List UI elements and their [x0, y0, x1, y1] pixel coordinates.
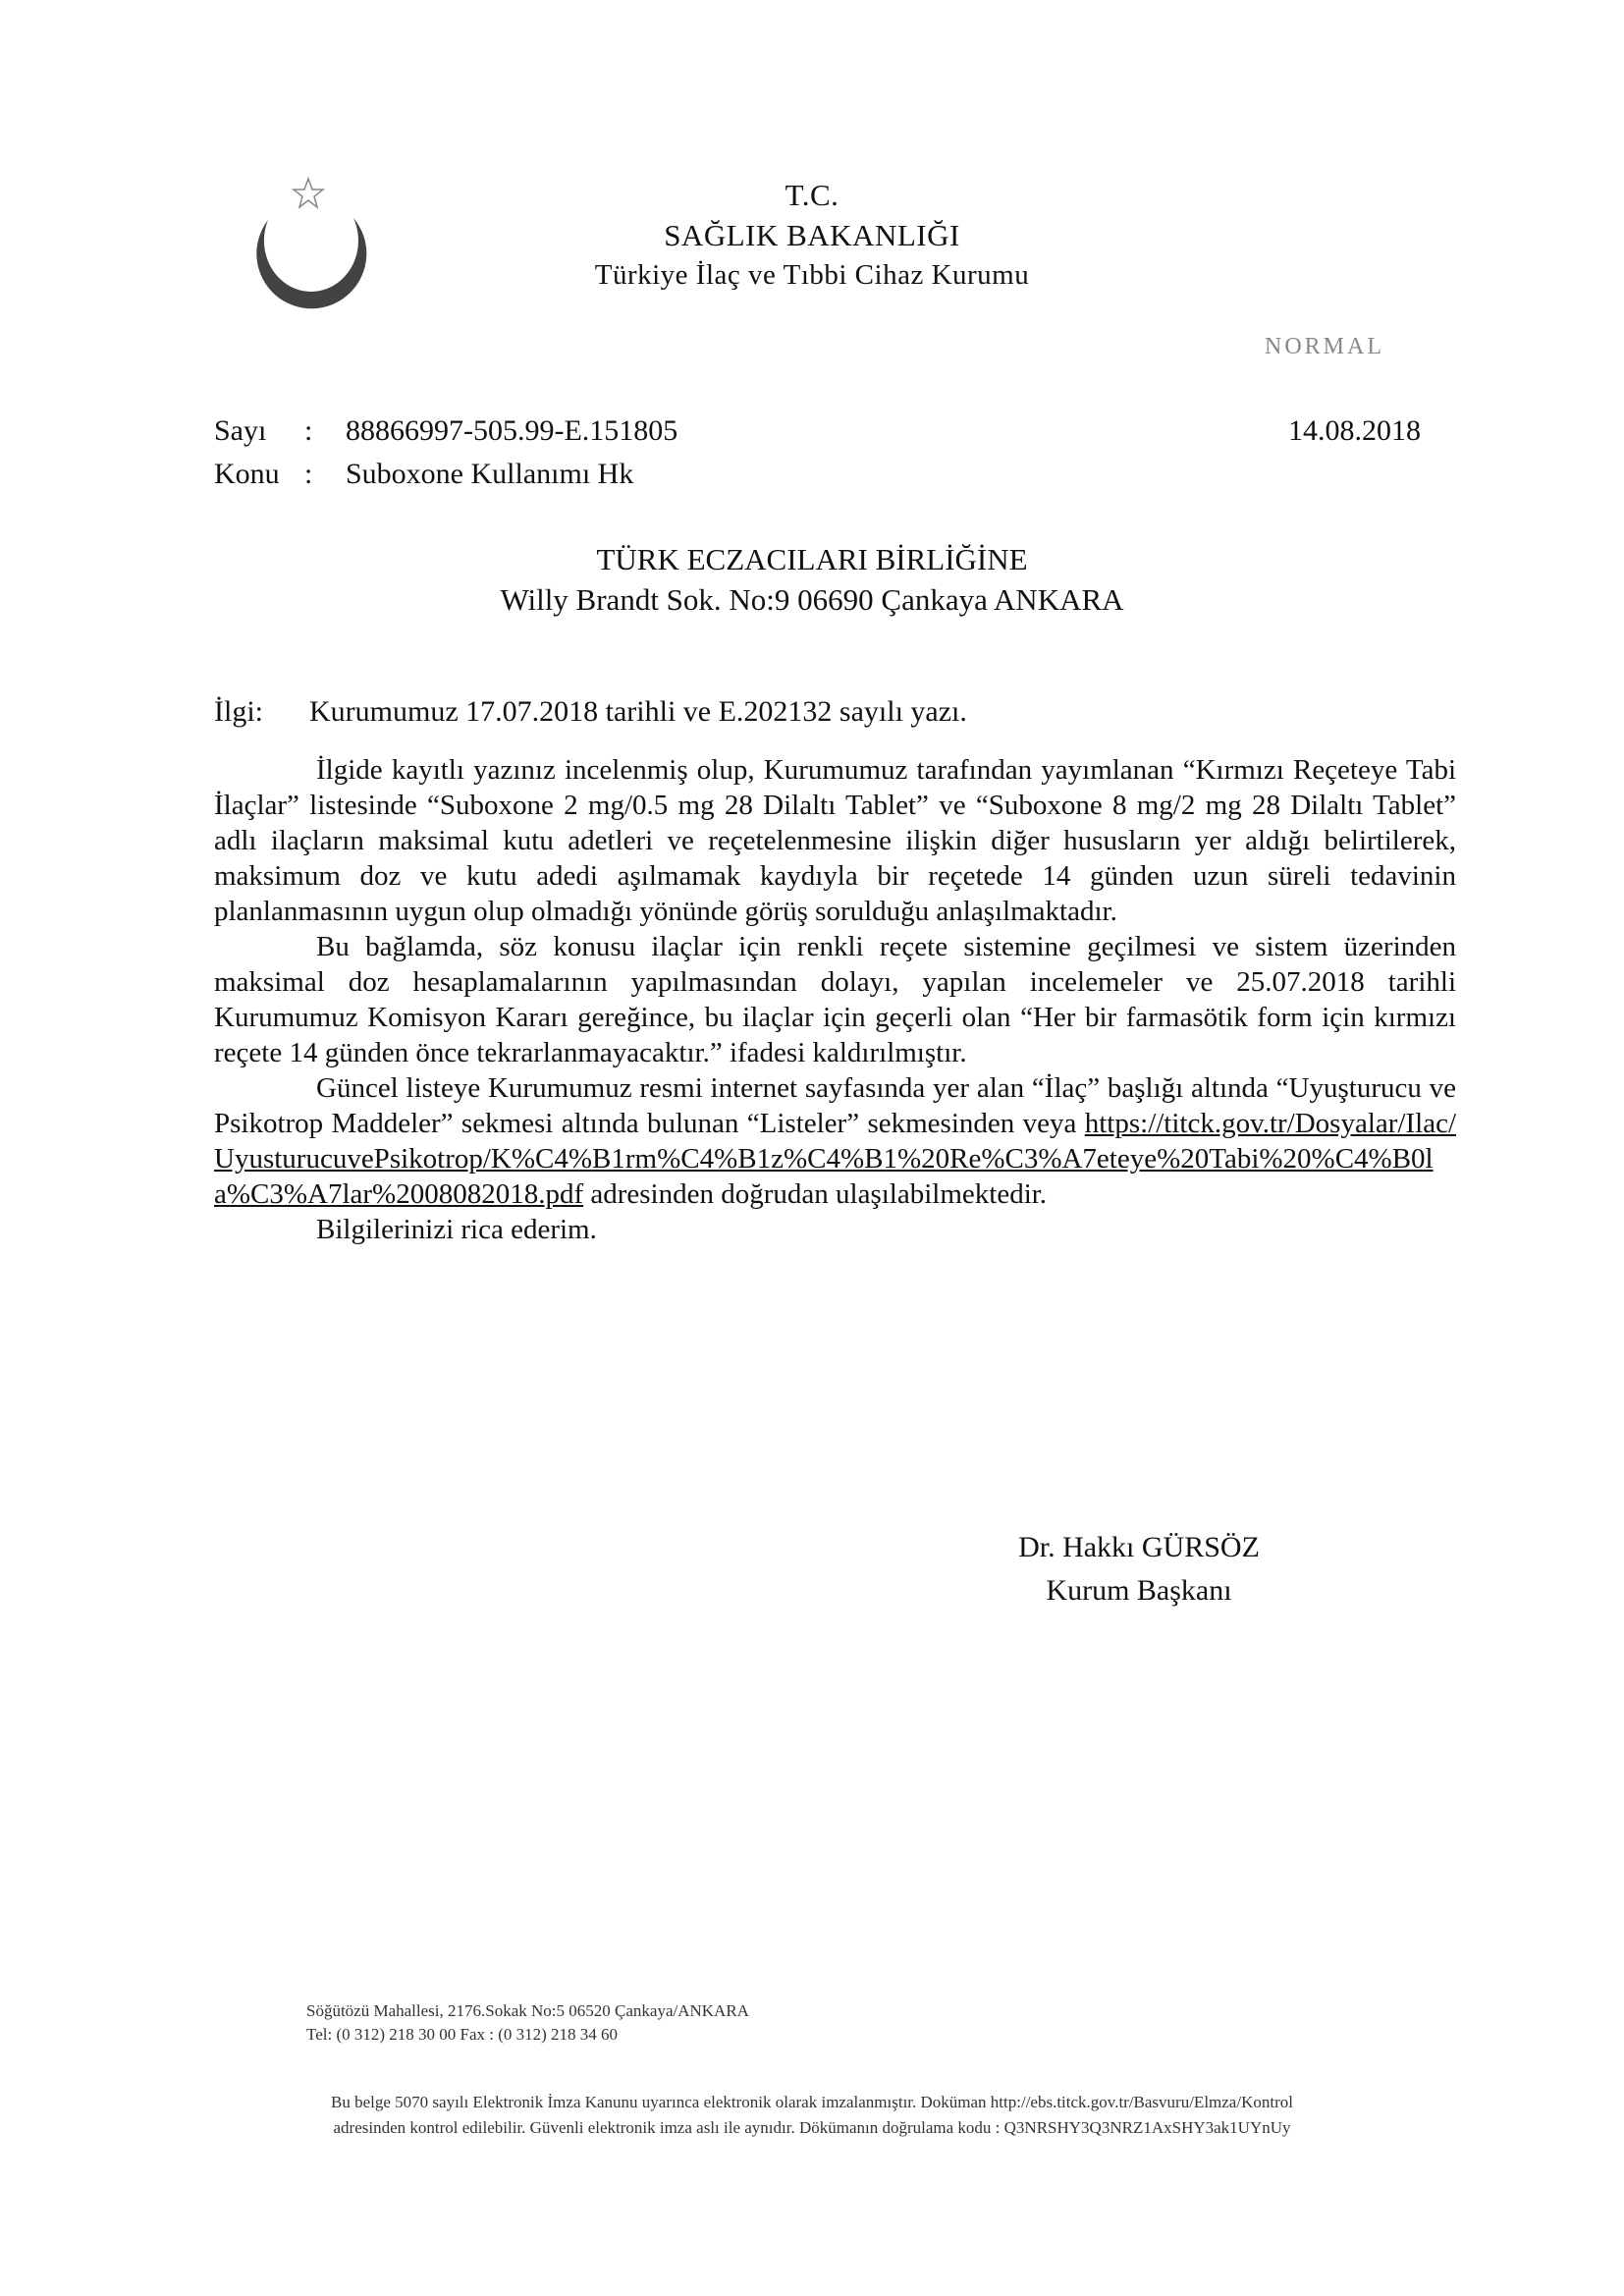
- konu-row: [214, 458, 633, 491]
- esignature-note-line-2: adresinden kontrol edilebilir. Güvenli elektronik imza aslı ile aynıdır. Dökümanın doğrulama kodu : Q3NRSHY3Q3NRZ1AxSHY3ak1UYnUy: [333, 2118, 1291, 2137]
- recipient-name: TÜRK ECZACILARI BİRLİĞİNE: [596, 542, 1028, 576]
- paragraph-3: [214, 1070, 1456, 1212]
- ilgi-label: İlgi:: [214, 695, 263, 728]
- paragraph-3-text: Güncel listeye Kurumumuz resmi internet sayfasında yer alan “İlaç” başlığı altında “Uyuşturucu ve Psikotrop Maddeler” sekmesi altında bulunan “Listeler” sekmesinden veya: [214, 1072, 1456, 1139]
- konu-label: Konu: [214, 458, 280, 490]
- footer-phone: Tel: (0 312) 218 30 00 Fax : (0 312) 218 34 60: [306, 2025, 619, 2044]
- recipient-block: [0, 539, 1624, 620]
- esignature-note: [0, 2090, 1624, 2141]
- header-ministry: SAĞLIK BAKANLIĞI: [664, 218, 960, 252]
- signature-block: [992, 1526, 1286, 1613]
- footer-contact: [306, 1999, 749, 2047]
- letterhead: [0, 175, 1624, 296]
- recipient-address: Willy Brandt Sok. No:9 06690 Çankaya ANKARA: [500, 582, 1124, 617]
- paragraph-4: Bilgilerinizi rica ederim.: [316, 1214, 597, 1245]
- paragraph-2: Bu bağlamda, söz konusu ilaçlar için renkli reçete sistemine geçilmesi ve sistem üzerinden maksimal doz hesaplamalarının yapılmasından dolayı, yapılan incelemeler ve 25.07.2018 tarihli Kurumumuz Komisyon Kararı gereğince, bu ilaçlar için geçerli olan “Her bir farmasötik form için kırmızı reçete 14 günden önce tekrarlanmayacaktır.” ifadesi kaldırılmıştır.: [214, 931, 1456, 1068]
- esignature-note-line-1: Bu belge 5070 sayılı Elektronik İmza Kanunu uyarınca elektronik olarak imzalanmıştır. Doküman http://ebs.titck.gov.tr/Basvuru/Elmza/Kontrol: [331, 2093, 1293, 2111]
- reference-row: [214, 695, 967, 729]
- paragraph-3-end: adresinden doğrudan ulaşılabilmektedir.: [590, 1178, 1048, 1210]
- header-country: T.C.: [785, 178, 839, 212]
- konu-colon: :: [304, 458, 313, 490]
- signatory-name: Dr. Hakkı GÜRSÖZ: [1018, 1531, 1260, 1563]
- konu-value: Suboxone Kullanımı Hk: [346, 458, 634, 490]
- sayi-value: 88866997-505.99-E.151805: [346, 414, 678, 447]
- list-pdf-link[interactable]: https://titck.gov.tr/Dosyalar/Ilac/UyusturucuvePsikotrop/K%C4%B1rm%C4%B1z%C4%B1%20Re%C3%A7eteye%20Tabi%20%C4%B0la%C3%A7lar%2008082018.pdf: [214, 1108, 1456, 1210]
- paragraph-1: İlgide kayıtlı yazınız incelenmiş olup, Kurumumuz tarafından yayımlanan “Kırmızı Reçeteye Tabi İlaçlar” listesinde “Suboxone 2 mg/0.5 mg 28 Dilaltı Tablet” ve “Suboxone 8 mg/2 mg 28 Dilaltı Tablet” adlı ilaçların maksimal kutu adetleri ve reçetelenmesine ilişkin diğer hususların yer aldığı belirtilerek, maksimum doz ve kutu adedi aşılmamak kaydıyla bir reçetede 14 günden uzun süreli tedavinin planlanmasının uygun olup olmadığı yönünde görüş sorulduğu anlaşılmaktadır.: [214, 754, 1456, 927]
- document-date: 14.08.2018: [1288, 414, 1421, 447]
- sayi-row: [214, 414, 677, 448]
- ilgi-text: Kurumumuz 17.07.2018 tarihli ve E.202132 sayılı yazı.: [309, 695, 967, 728]
- sayi-label: Sayı: [214, 414, 267, 447]
- header-institution: Türkiye İlaç ve Tıbbi Cihaz Kurumu: [594, 259, 1030, 291]
- sayi-colon: :: [304, 414, 313, 447]
- classification-stamp: NORMAL: [1265, 334, 1385, 359]
- footer-address: Söğütözü Mahallesi, 2176.Sokak No:5 06520 Çankaya/ANKARA: [306, 2001, 749, 2020]
- letter-body: [214, 752, 1456, 1247]
- signatory-title: Kurum Başkanı: [1046, 1574, 1232, 1607]
